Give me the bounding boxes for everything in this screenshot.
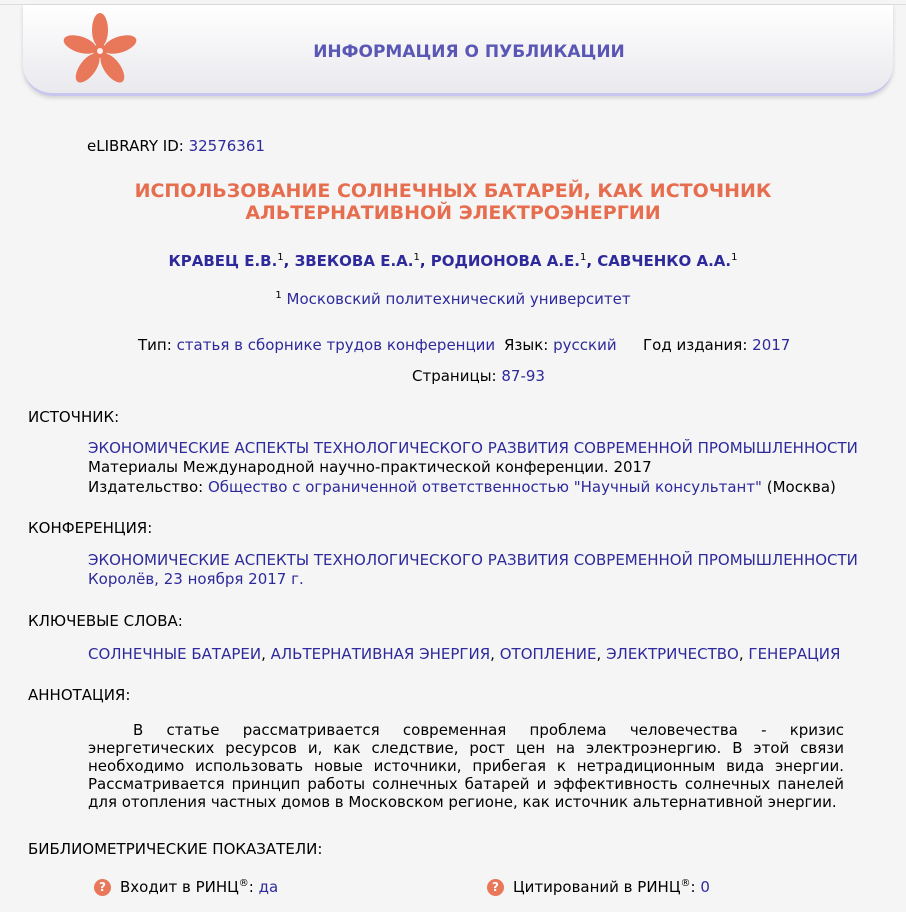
- metric-value[interactable]: 0: [700, 878, 710, 896]
- annotation-heading: АННОТАЦИЯ:: [28, 686, 131, 704]
- publication-type: [138, 336, 495, 354]
- elibrary-id: [87, 137, 265, 155]
- author-link[interactable]: САВЧЕНКО А.А.: [597, 252, 732, 270]
- annotation-text: В статье рассматривается современная проблема человечества - кризис энергетических ресурсов и, как следствие, рост цен на электроэнергию. В этой связи необходимо использовать новые источники, прибегая к нетрадиционным вида энергии. Рассматривается принцип работы солнечных батарей и эффективность солнечных панелей для отопления частных домов в Московском регионе, как источник альтернативной энергии.: [88, 721, 844, 811]
- keyword-separator: ,: [261, 645, 271, 663]
- author-affiliation-sup: 1: [579, 252, 587, 263]
- publisher-label: Издательство:: [88, 478, 204, 496]
- registered-mark: ®: [238, 878, 249, 889]
- metric-rinc-included: ? Входит в РИНЦ®: да: [94, 878, 278, 896]
- keyword-separator: ,: [596, 645, 607, 663]
- authors-list: КРАВЕЦ Е.В.$^1$, ЗВЕКОВА Е.А.$^1$, РОДИОНОВА А.Е.$^1$, САВЧЕНКО А.А.$^1$: [168, 252, 738, 270]
- keyword-separator: ,: [490, 645, 500, 663]
- source-subtitle: Материалы Международной научно-практической конференции. 2017: [88, 458, 652, 476]
- conference-title[interactable]: ЭКОНОМИЧЕСКИЕ АСПЕКТЫ ТЕХНОЛОГИЧЕСКОГО РАЗВИТИЯ СОВРЕМЕННОЙ ПРОМЫШЛЕННОСТИ: [88, 551, 858, 569]
- page-header: [23, 5, 893, 96]
- question-icon[interactable]: ?: [487, 879, 504, 896]
- author-affiliation-sup: 1: [277, 252, 284, 263]
- registered-mark: ®: [680, 878, 691, 889]
- keywords-heading: КЛЮЧЕВЫЕ СЛОВА:: [28, 612, 183, 630]
- keyword-link[interactable]: ГЕНЕРАЦИЯ: [748, 645, 841, 663]
- publication-language: [504, 336, 617, 354]
- author-link[interactable]: КРАВЕЦ Е.В.: [168, 252, 278, 270]
- metric-value[interactable]: да: [258, 878, 279, 896]
- conference-title-link[interactable]: [88, 551, 858, 569]
- elibrary-id-value[interactable]: 32576361: [188, 137, 265, 155]
- author-affiliation-sup: 1: [413, 252, 420, 263]
- language-value: русский: [553, 336, 617, 354]
- metric-rinc-citations: ? Цитирований в РИНЦ®: 0: [487, 878, 710, 896]
- publication-year: [643, 336, 790, 354]
- affiliation: [0, 290, 906, 308]
- pages-label: Страницы:: [412, 367, 497, 385]
- affiliation-link[interactable]: Московский политехнический университет: [286, 290, 631, 308]
- metric-label: Цитирований в РИНЦ: [513, 878, 681, 896]
- keywords-list: [88, 645, 840, 663]
- keyword-link[interactable]: СОЛНЕЧНЫЕ БАТАРЕИ: [88, 645, 262, 663]
- author-link[interactable]: РОДИОНОВА А.Е.: [430, 252, 580, 270]
- keyword-link[interactable]: АЛЬТЕРНАТИВНАЯ ЭНЕРГИЯ: [270, 645, 491, 663]
- source-heading: ИСТОЧНИК:: [28, 408, 120, 426]
- type-value: статья в сборнике трудов конференции: [176, 336, 496, 354]
- publisher-link[interactable]: Общество с ограниченной ответственностью "Научный консультант": [208, 478, 762, 496]
- elibrary-id-label: eLIBRARY ID:: [87, 137, 184, 155]
- author-link[interactable]: ЗВЕКОВА Е.А.: [294, 252, 414, 270]
- conference-heading: КОНФЕРЕНЦИЯ:: [28, 519, 153, 537]
- year-label: Год издания:: [643, 336, 748, 354]
- conference-place-date: Королёв, 23 ноября 2017 г.: [88, 570, 304, 588]
- author-affiliation-sup: 1: [731, 252, 738, 263]
- keyword-link[interactable]: ОТОПЛЕНИЕ: [499, 645, 597, 663]
- source-publisher: [88, 478, 836, 496]
- affiliation-sup: 1: [275, 290, 282, 301]
- publication-title-line-2: АЛЬТЕРНАТИВНОЙ ЭЛЕКТРОЭНЕРГИИ: [245, 202, 661, 224]
- type-label: Тип:: [138, 336, 172, 354]
- metric-label: Входит в РИНЦ: [120, 878, 239, 896]
- header-title: ИНФОРМАЦИЯ О ПУБЛИКАЦИИ: [313, 42, 625, 62]
- question-icon[interactable]: ?: [94, 879, 111, 896]
- publication-title-line-1: ИСПОЛЬЗОВАНИЕ СОЛНЕЧНЫХ БАТАРЕЙ, КАК ИСТОЧНИК: [134, 180, 772, 202]
- source-title[interactable]: ЭКОНОМИЧЕСКИЕ АСПЕКТЫ ТЕХНОЛОГИЧЕСКОГО РАЗВИТИЯ СОВРЕМЕННОЙ ПРОМЫШЛЕННОСТИ: [88, 439, 858, 457]
- language-label: Язык:: [504, 336, 549, 354]
- keyword-separator: ,: [738, 645, 749, 663]
- publication-pages: [412, 367, 545, 385]
- source-title-link[interactable]: [88, 439, 858, 457]
- year-value: 2017: [752, 336, 791, 354]
- bibliometrics-heading: БИБЛИОМЕТРИЧЕСКИЕ ПОКАЗАТЕЛИ:: [28, 840, 323, 858]
- pages-value: 87-93: [501, 367, 545, 385]
- keyword-link[interactable]: ЭЛЕКТРИЧЕСТВО: [606, 645, 739, 663]
- publication-title: [0, 180, 906, 224]
- publisher-city: (Москва): [766, 478, 836, 496]
